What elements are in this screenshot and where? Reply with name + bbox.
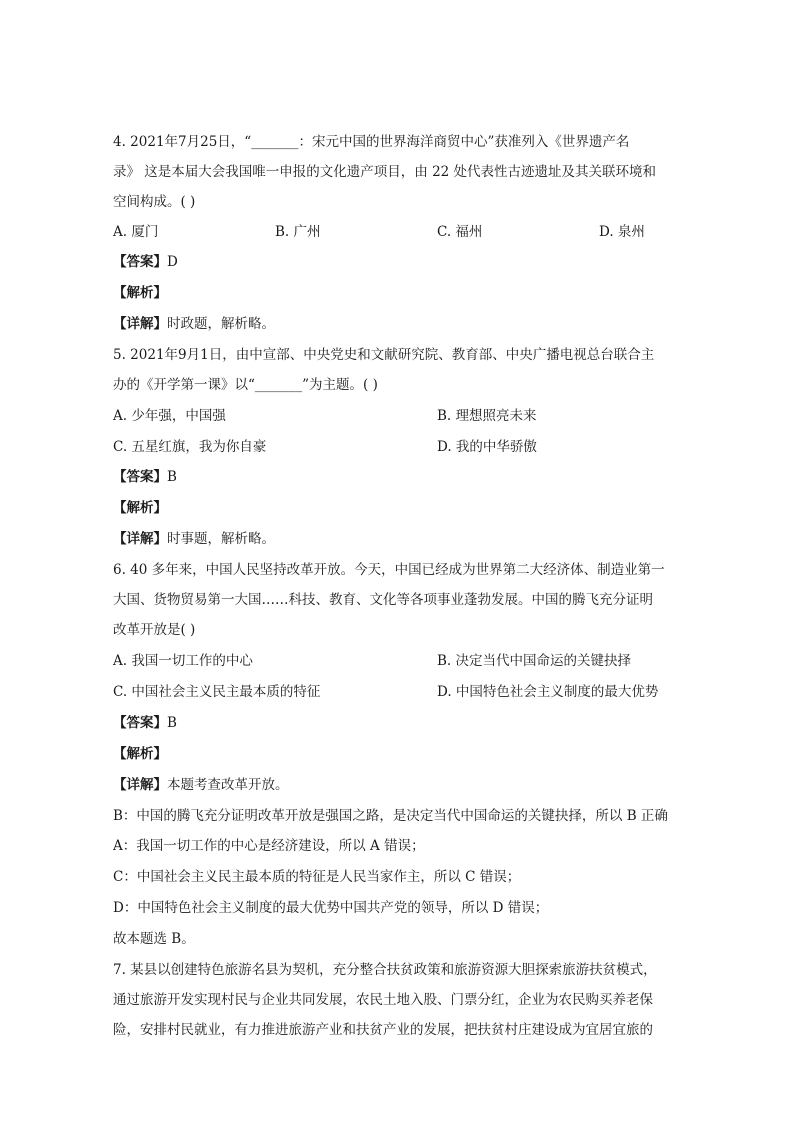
q6-conclusion: 故本题选 B。 bbox=[113, 931, 195, 947]
detail-tag: 【详解】 bbox=[113, 531, 167, 547]
q6-analysis-tag: 【解析】 bbox=[113, 746, 167, 762]
q6-option-a: A. 我国一切工作的中心 bbox=[113, 653, 253, 669]
q4-option-c: C. 福州 bbox=[437, 224, 483, 240]
q5-stem-line-1: 5. 2021年9月1日，由中宣部、中央党史和文献研究院、教育部、中央广播电视总台联合主 bbox=[113, 347, 655, 363]
answer-tag: 【答案】 bbox=[113, 254, 167, 270]
q6-stem-line-3: 改革开放是( ) bbox=[113, 622, 196, 638]
detail-tag: 【详解】 bbox=[113, 316, 167, 332]
q6-explanation-c: C：中国社会主义民主最本质的特征是人民当家作主，所以 C 错误； bbox=[113, 869, 521, 885]
q6-stem-line-1: 6. 40 多年来，中国人民坚持改革开放。今天，中国已经成为世界第二大经济体、制造业第一 bbox=[113, 562, 665, 578]
q7-stem-line-1: 7. 某县以创建特色旅游名县为契机，充分整合扶贫政策和旅游资源大胆探索旅游扶贫模式， bbox=[113, 962, 657, 978]
detail-text: 本题考查改革开放。 bbox=[167, 777, 289, 793]
q5-option-a: A. 少年强，中国强 bbox=[113, 408, 226, 424]
answer-value: B bbox=[167, 469, 177, 485]
q6-explanation-d: D：中国特色社会主义制度的最大优势中国共产党的领导，所以 D 错误； bbox=[113, 900, 549, 916]
answer-value: D bbox=[167, 254, 178, 270]
q4-stem-line-3: 空间构成。( ) bbox=[113, 194, 196, 210]
q6-answer bbox=[113, 713, 681, 733]
q4-option-a: A. 厦门 bbox=[113, 224, 159, 240]
q5-option-d: D. 我的中华骄傲 bbox=[437, 439, 537, 455]
q7-stem-line-3: 险，安排村民就业，有力推进旅游产业和扶贫产业的发展，把扶贫村庄建设成为宜居宜旅的 bbox=[113, 1022, 653, 1038]
q5-stem-line-2: 办的《开学第一课》以“_______”为主题。( ) bbox=[113, 377, 378, 393]
q4-answer bbox=[113, 252, 681, 272]
q4-stem-line-2: 录》 这是本届大会我国唯一申报的文化遗产项目，由 22 处代表性古迹遗址及其关联环境和 bbox=[113, 164, 657, 180]
answer-value: B bbox=[167, 715, 177, 731]
q6-option-c: C. 中国社会主义民主最本质的特征 bbox=[113, 684, 321, 700]
detail-tag: 【详解】 bbox=[113, 777, 167, 793]
q5-option-c: C. 五星红旗，我为你自豪 bbox=[113, 439, 267, 455]
q5-detail bbox=[113, 529, 681, 549]
q5-answer bbox=[113, 467, 681, 487]
q6-detail bbox=[113, 775, 681, 795]
answer-tag: 【答案】 bbox=[113, 715, 167, 731]
q6-option-b: B. 决定当代中国命运的关键抉择 bbox=[437, 653, 632, 669]
q4-analysis-tag: 【解析】 bbox=[113, 285, 167, 301]
q4-option-d: D. 泉州 bbox=[599, 224, 645, 240]
q5-analysis-tag: 【解析】 bbox=[113, 500, 167, 516]
q4-stem-line-1: 4. 2021年7月25日，“_______：宋元中国的世界海洋商贸中心”获准列入《世界遗产名 bbox=[113, 134, 630, 150]
q6-explanation-b: B：中国的腾飞充分证明改革开放是强国之路，是决定当代中国命运的关键抉择，所以 B 正确 bbox=[113, 808, 668, 824]
q5-option-b: B. 理想照亮未来 bbox=[437, 408, 537, 424]
q6-stem-line-2: 大国、货物贸易第一大国……科技、教育、文化等各项事业蓬勃发展。中国的腾飞充分证明 bbox=[113, 592, 653, 608]
answer-tag: 【答案】 bbox=[113, 469, 167, 485]
detail-text: 时事题，解析略。 bbox=[167, 531, 275, 547]
q4-option-b: B. 广州 bbox=[275, 224, 321, 240]
q6-explanation-a: A：我国一切工作的中心是经济建设，所以 A 错误； bbox=[113, 838, 425, 854]
detail-text: 时政题，解析略。 bbox=[167, 316, 275, 332]
q6-option-d: D. 中国特色社会主义制度的最大优势 bbox=[437, 684, 659, 700]
q7-stem-line-2: 通过旅游开发实现村民与企业共同发展，农民土地入股、门票分红，企业为农民购买养老保 bbox=[113, 992, 653, 1008]
q4-detail bbox=[113, 314, 681, 334]
